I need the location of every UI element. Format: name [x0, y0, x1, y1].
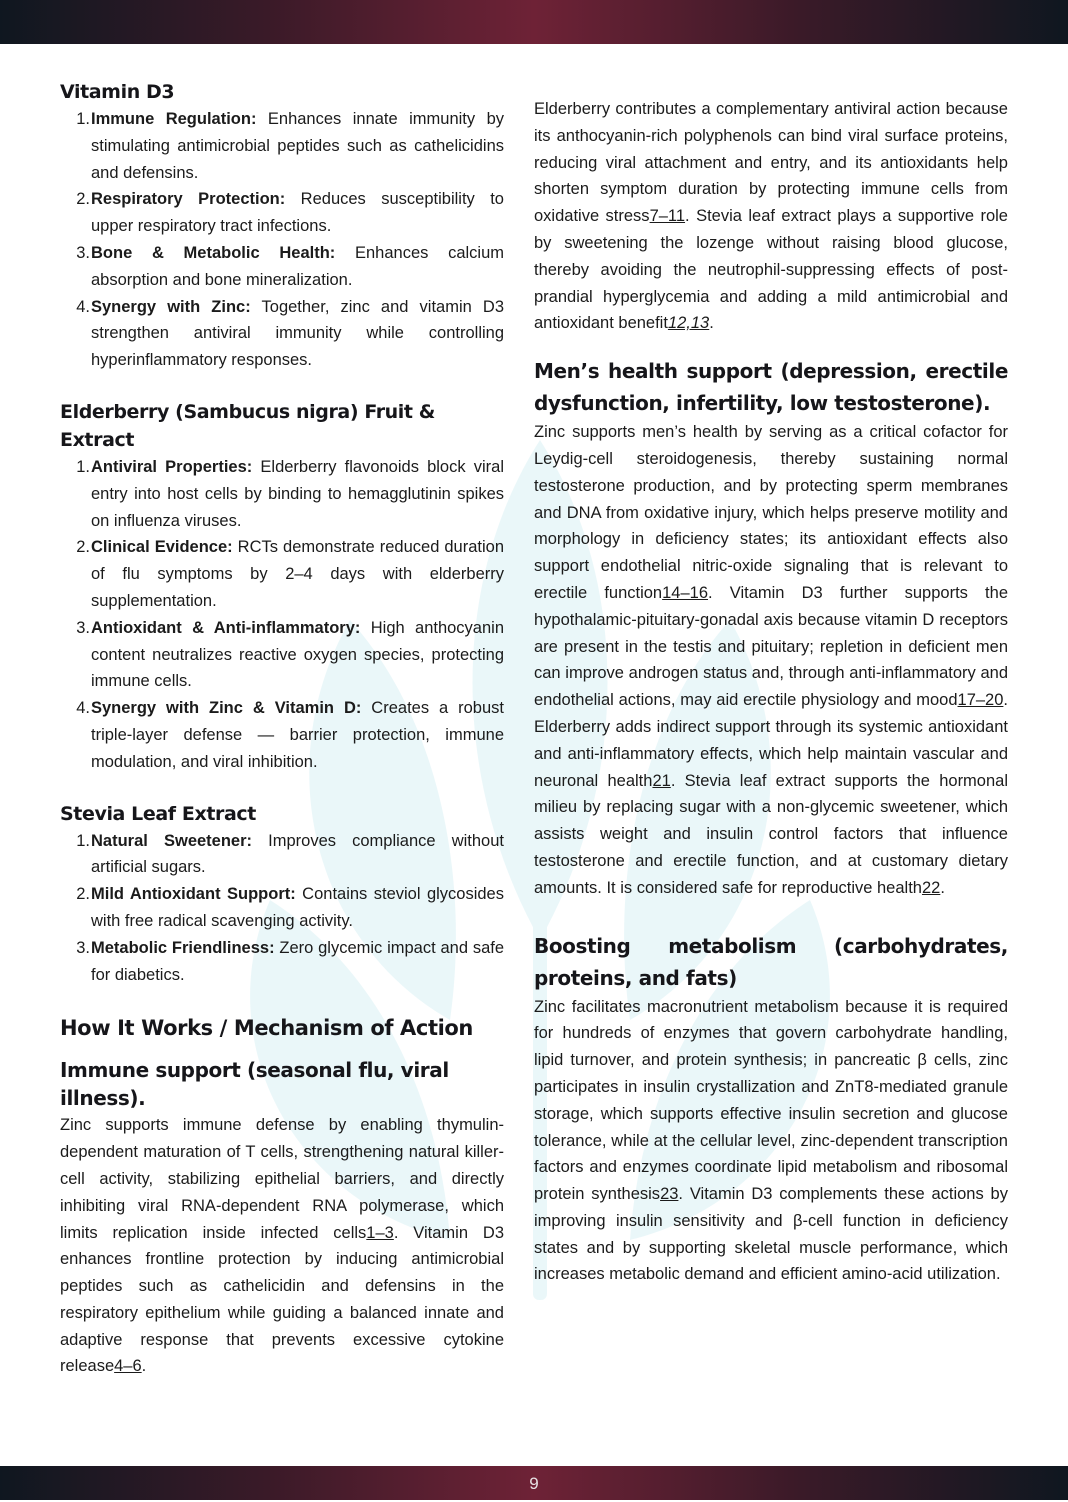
heading-stevia: Stevia Leaf Extract	[60, 802, 256, 825]
citation-link[interactable]: 17–20	[957, 691, 1004, 710]
citation-link[interactable]: 21	[652, 771, 671, 790]
heading-elderberry: Elderberry (Sambucus nigra) Fruit & Extract	[60, 400, 435, 451]
page-number: 9	[529, 1474, 539, 1493]
heading-mens-health: Men’s health support (depression, erectile dysfunction, infertility, low testosterone).	[534, 359, 1008, 416]
citation-link[interactable]: 4–6	[114, 1357, 142, 1376]
list-item: 3. Antioxidant & Anti-inflammatory: High anthocyanin content neutralizes reactive oxygen species, protecting immune cells.	[76, 618, 505, 691]
heading-how-it-works: How It Works / Mechanism of Action	[60, 1016, 473, 1041]
heading-immune-support: Immune support (seasonal flu, viral illness).	[60, 1058, 449, 1111]
metabolism-paragraph: Zinc facilitates macronutrient metabolism because it is required for hundreds of enzymes that govern carbohydrate handling, lipid turnover, and protein synthesis; in pancreatic β cells, zinc participates in insulin crystallization and ZnT8-mediated granule storage, which supports effective insulin secretion and glucose tolerance, while at the cellular level, zinc-dependent transcription factors and enzymes coordinate lipid metabolism and ribosomal protein synthesis23. Vitamin D3 complements these actions by improving insulin sensitivity and β-cell function in deficiency states and by supporting skeletal muscle performance, which increases metabolic demand and efficient amino-acid utilization.	[534, 997, 1008, 1284]
citation-link[interactable]: 1–3	[366, 1223, 394, 1242]
citation-link[interactable]: 23	[660, 1185, 679, 1204]
citation-link[interactable]: 22	[921, 878, 941, 897]
vitamin-d3-list	[60, 106, 504, 374]
elderberry-list	[60, 454, 504, 776]
page-footer	[0, 1466, 1068, 1500]
left-column	[60, 78, 504, 1380]
list-item: 2. Respiratory Protection: Reduces susceptibility to upper respiratory tract infections.	[76, 190, 504, 236]
citation-link[interactable]: 12,13	[667, 314, 710, 333]
list-item: 2. Clinical Evidence: RCTs demonstrate reduced duration of flu symptoms by 2–4 days with elderberry supplementation.	[76, 538, 505, 610]
list-item: 1. Natural Sweetener: Improves compliance without artificial sugars.	[76, 831, 504, 877]
immune-support-paragraph: Zinc supports immune defense by enabling thymulin-dependent maturation of T cells, strengthening natural killer-cell activity, stabilizing epithelial barriers, and directly inhibiting viral RNA-dependent RNA polymerase, which limits replication inside infected cells1–3. Vitamin D3 enhances frontline protection by inducing antimicrobial peptides such as cathelicidin and defensins in the respiratory epithelium while guiding a balanced innate and adaptive response that prevents excessive cytokine release4–6.	[60, 1116, 504, 1376]
list-item: 2. Mild Antioxidant Support: Contains steviol glycosides with free radical scavenging activity.	[76, 885, 504, 930]
list-item: 4. Synergy with Zinc: Together, zinc and vitamin D3 strengthen antiviral immunity while controlling hyperinflammatory responses.	[76, 297, 504, 370]
citation-link[interactable]: 14–16	[662, 583, 709, 602]
heading-vitamin-d3: Vitamin D3	[60, 81, 175, 103]
heading-boosting-metabolism: Boosting metabolism (carbohydrates, proteins, and fats)	[534, 933, 1008, 990]
list-item: 1. Antiviral Properties: Elderberry flavonoids block viral entry into host cells by binding to hemagglutinin spikes on influenza viruses.	[76, 457, 504, 530]
list-item: 4. Synergy with Zinc & Vitamin D: Creates a robust triple-layer defense — barrier protection, immune modulation, and viral inhibition.	[76, 699, 504, 771]
list-item: 3. Metabolic Friendliness: Zero glycemic impact and safe for diabetics.	[76, 938, 505, 984]
citation-link[interactable]: 7–11	[649, 207, 686, 226]
mens-health-paragraph: Zinc supports men’s health by serving as a critical cofactor for Leydig-cell steroidogenesis, thereby sustaining normal testosterone production, and by protecting sperm membranes and DNA from oxidative injury, which helps preserve motility and morphology in deficiency states; its antioxidant effects also support endothelial nitric-oxide signaling that is relevant to erectile function14–16. Vitamin D3 further supports the hypothalamic-pituitary-gonadal axis because vitamin D receptors are present in the testis and pituitary; repletion in deficient men can improve androgen status and, through anti-inflammatory and endothelial actions, may aid erectile physiology and mood17–20. Elderberry adds indirect support through its systemic antioxidant and anti-inflammatory effects, which help maintain vascular and neuronal health21. Stevia leaf extract supports the hormonal milieu by replacing sugar with a non-glycemic sweetener, which assists weight and insulin control factors that influence testosterone and erectile function, and at customary dietary amounts. It is considered safe for reproductive health22.	[534, 423, 1009, 897]
top-banner	[0, 0, 1068, 44]
list-item: 3. Bone & Metabolic Health: Enhances calcium absorption and bone mineralization.	[76, 243, 504, 289]
stevia-list	[60, 828, 504, 989]
list-item: 1. Immune Regulation: Enhances innate immunity by stimulating antimicrobial peptides such as cathelicidins and defensins.	[76, 110, 504, 182]
right-column	[534, 96, 1008, 1288]
elderberry-stevia-paragraph: Elderberry contributes a complementary antiviral action because its anthocyanin-rich polyphenols can bind viral surface proteins, reducing viral attachment and entry, and its antioxidants help shorten symptom duration by protecting immune cells from oxidative stress7–11. Stevia leaf extract plays a supportive role by sweetening the lozenge without raising blood glucose, thereby avoiding the neutrophil-suppressing effects of post-prandial hyperglycemia and adding a mild antimicrobial and antioxidant benefit12,13.	[534, 100, 1008, 333]
